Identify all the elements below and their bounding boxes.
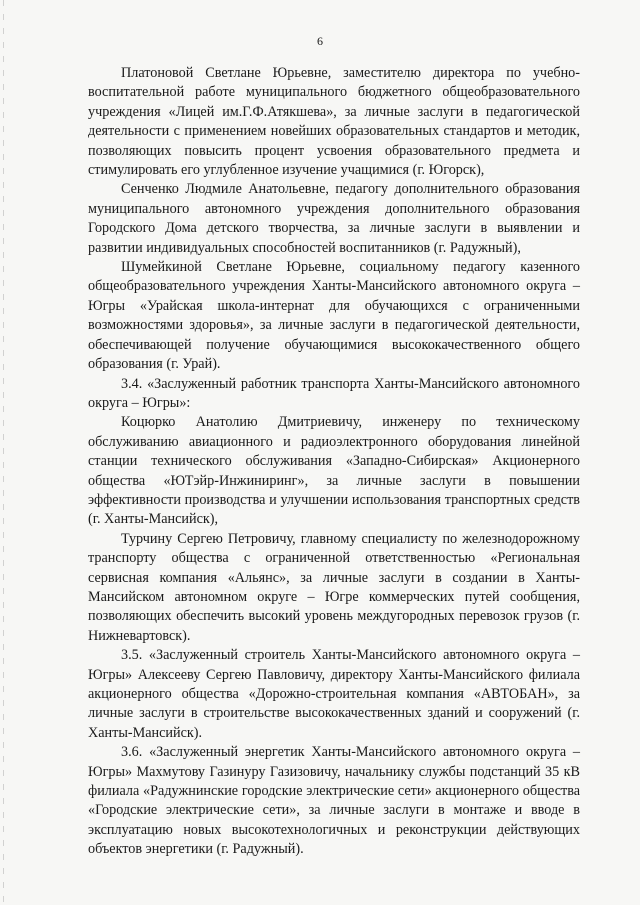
section-3-5-alekseev: 3.5. «Заслуженный строитель Ханты-Мансийского автономного округа – Югры» Алексееву Сергею Павловичу, директору Ханты-Мансийского филиала акционерного общества «Дорожно-строительная компания «АВТОБАН», за личные заслуги в строительстве высококачественных зданий и сооружений (г. Ханты-Мансийск). bbox=[88, 647, 580, 741]
scan-edge-artifact bbox=[3, 0, 4, 905]
document-body bbox=[88, 64, 580, 860]
section-3-6-makhmutov: 3.6. «Заслуженный энергетик Ханты-Мансийского автономного округа – Югры» Махмутову Газинуру Газизовичу, начальнику службы подстанций 35 кВ филиала «Радужнинские городские электрические сети» акционерного общества «Городские электрические сети», за личные заслуги в монтаже и вводе в эксплуатацию новых высокотехнологичных и реконструкции действующих объектов энергетики (г. Радужный). bbox=[88, 744, 580, 858]
paragraph-shumeikina: Шумейкиной Светлане Юрьевне, социальному педагогу казенного общеобразовательного учреждения Ханты-Мансийского автономного округа – Югры «Урайская школа-интернат для обучающихся с ограниченными возможностями здоровья», за личные заслуги в педагогической деятельности, обеспечивающей получение обучающимися высококачественного общего образования (г. Урай). bbox=[88, 259, 580, 373]
paragraph-platonova: Платоновой Светлане Юрьевне, заместителю директора по учебно-воспитательной работе муниципального бюджетного общеобразовательного учреждения «Лицей им.Г.Ф.Атякшева», за личные заслуги в педагогической деятельности с применением новейших образовательных стандартов и методик, позволяющих повысить процент усвоения образовательного предмета и стимулировать его углубленное изучение учащимися (г. Югорск), bbox=[88, 65, 580, 179]
paragraph-senchenko: Сенченко Людмиле Анатольевне, педагогу дополнительного образования муниципального автономного учреждения дополнительного образования Городского Дома детского творчества, за личные заслуги в выявлении и развитии индивидуальных способностей воспитанников (г. Радужный), bbox=[88, 181, 580, 256]
section-heading-3-4: 3.4. «Заслуженный работник транспорта Ханты-Мансийского автономного округа – Югры»: bbox=[88, 375, 580, 411]
paragraph-turchin: Турчину Сергею Петровичу, главному специалисту по железнодорожному транспорту общества с ограниченной ответственностью «Региональная сервисная компания «Альянс», за личные заслуги в создании в Ханты-Мансийском автономном округе – Югре коммерческих путей сообщения, позволяющих обеспечить высокий уровень междугородных перевозок грузов (г. Нижневартовск). bbox=[88, 530, 580, 644]
paragraph-kotsyurko: Коцюрко Анатолию Дмитриевичу, инженеру по техническому обслуживанию авиационного и радиоэлектронного оборудования линейной станции технического обслуживания «Западно-Сибирская» Акционерного общества «ЮТэйр-Инжиниринг», за личные заслуги в повышении эффективности производства и улучшении использования транспортных средств (г. Ханты-Мансийск), bbox=[88, 414, 580, 528]
page-number: 6 bbox=[317, 34, 323, 48]
